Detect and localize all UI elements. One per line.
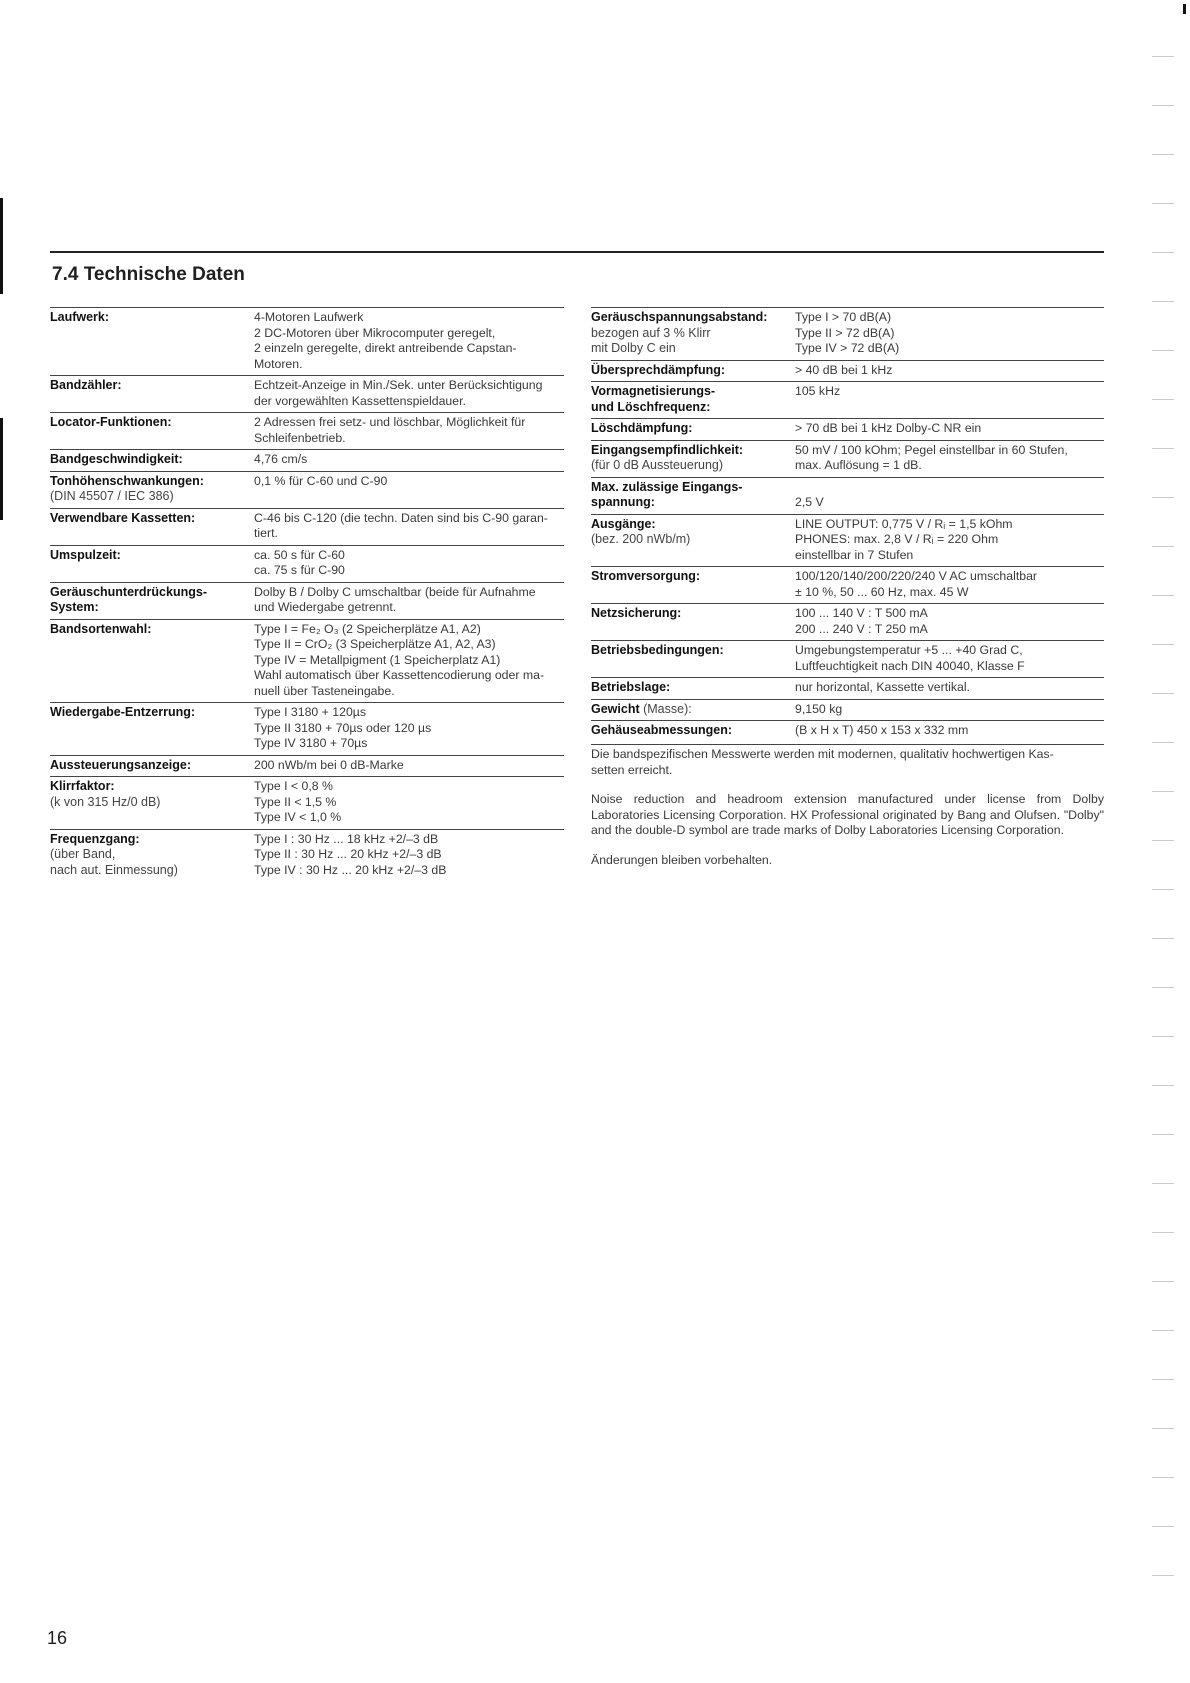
spec-label: Stromversorgung:	[591, 569, 701, 583]
spec-sublabel: (DIN 45507 / IEC 386)	[50, 489, 174, 503]
spec-label: Geräuschunterdrückungs- System:	[50, 584, 207, 614]
spec-value: Type I : 30 Hz ... 18 kHz +2/–3 dB Type II : 30 Hz ... 20 kHz +2/–3 dB Type IV : 30 Hz ... 20 kHz +2/–3 dB	[254, 831, 447, 877]
spec-label: Klirrfaktor:	[50, 779, 115, 793]
spec-label-cell	[591, 384, 795, 415]
spec-label-cell	[591, 310, 795, 357]
spec-value: 2,5 V	[795, 495, 824, 509]
spec-row	[591, 720, 1104, 742]
note-paragraph: Noise reduction and headroom extension manufactured under license from Dolby Laboratories Licensing Corporation. HX Professional originated by Bang and Olufsen. "Dolby" and the double-D symbol are trade marks of Dolby Laboratories Licensing Corporation.	[591, 792, 1104, 838]
spec-row	[591, 440, 1104, 477]
spec-value: Echtzeit-Anzeige in Min./Sek. unter Berücksichtigung der vorgewählten Kassettenspieldauer.	[254, 378, 543, 408]
spec-label: Vormagnetisierungs- und Löschfrequenz:	[591, 384, 716, 414]
spec-value: 105 kHz	[795, 384, 841, 398]
spec-label: Locator-Funktionen:	[50, 415, 172, 429]
spec-value: > 70 dB bei 1 kHz Dolby-C NR ein	[795, 421, 982, 435]
scan-mark-top	[0, 198, 3, 294]
spec-sublabel: (für 0 dB Aussteuerung)	[591, 458, 724, 472]
spec-value: Type I 3180 + 120µs Type II 3180 + 70µs oder 120 µs Type IV 3180 + 70µs	[254, 705, 432, 750]
spec-value: Type I < 0,8 % Type II < 1,5 % Type IV < 1,0 %	[254, 779, 342, 824]
spec-value: Dolby B / Dolby C umschaltbar (beide für Aufnahme und Wiedergabe getrennt.	[254, 584, 536, 614]
spec-label-cell	[50, 832, 254, 879]
spec-value: Type I > 70 dB(A) Type II > 72 dB(A) Type IV > 72 dB(A)	[795, 310, 900, 355]
spec-sublabel: bezogen auf 3 % Klirr mit Dolby C ein	[591, 325, 711, 355]
spec-row	[591, 477, 1104, 514]
spec-label-cell	[50, 622, 254, 700]
spec-label: Gehäuseabmessungen:	[591, 723, 733, 737]
spec-label-cell	[591, 443, 795, 474]
spec-row	[591, 566, 1104, 603]
spec-value: 100/120/140/200/220/240 V AC umschaltbar ± 10 %, 50 ... 60 Hz, max. 45 W	[795, 569, 1038, 599]
spec-label-cell	[50, 548, 254, 579]
spec-label: Netzsicherung:	[591, 606, 682, 620]
spec-label-cell	[591, 569, 795, 600]
spec-value: LINE OUTPUT: 0,775 V / Rᵢ = 1,5 kOhm PHONES: max. 2,8 V / Rᵢ = 220 Ohm einstellbar in 7 Stufen	[795, 516, 1013, 562]
spec-row	[50, 829, 564, 882]
spec-value: Type I = Fe₂ O₃ (2 Speicherplätze A1, A2) Type II = CrO₂ (3 Speicherplätze A1, A2, A3) Type IV = Metallpigment (1 Speicherplatz A1) Wahl automatisch über Kassettencodierung oder ma- nuell über Tasteneingabe.	[254, 621, 545, 698]
spec-row	[50, 619, 564, 703]
spec-label-cell	[50, 779, 254, 826]
notes	[591, 744, 1104, 883]
spec-label: Frequenzgang:	[50, 831, 140, 846]
spec-row	[50, 307, 564, 375]
spec-row	[591, 640, 1104, 677]
spec-value: 9,150 kg	[795, 701, 843, 716]
spec-row	[591, 699, 1104, 721]
scan-mark-bottom	[0, 418, 3, 520]
spec-label-cell	[591, 363, 795, 379]
spec-label: Verwendbare Kassetten:	[50, 510, 196, 525]
spec-label: Gewicht	[591, 701, 640, 716]
spec-label-cell	[50, 310, 254, 372]
spec-label: Wiedergabe-Entzerrung:	[50, 705, 196, 719]
right-spec-column	[591, 307, 1104, 742]
spec-label-cell	[591, 480, 795, 511]
spec-value: 200 nWb/m bei 0 dB-Marke	[254, 757, 404, 772]
spec-label: Betriebsbedingungen:	[591, 643, 724, 657]
spec-row	[50, 776, 564, 829]
spec-label: Betriebslage:	[591, 680, 671, 694]
spec-label-cell	[591, 643, 795, 674]
spec-value: Umgebungstemperatur +5 ... +40 Grad C, Luftfeuchtigkeit nach DIN 40040, Klasse F	[795, 643, 1025, 673]
spec-label-cell	[50, 511, 254, 542]
spec-row	[591, 603, 1104, 640]
spec-row	[50, 375, 564, 412]
scan-mark-corner	[1183, 4, 1186, 14]
spec-row	[591, 418, 1104, 440]
spec-label: Löschdämpfung:	[591, 421, 693, 435]
spec-label-cell	[50, 474, 254, 505]
spec-label: Bandzähler:	[50, 378, 122, 392]
spec-row	[50, 471, 564, 508]
spec-label-cell	[591, 606, 795, 637]
spec-label: Aussteuerungsanzeige:	[50, 757, 192, 772]
spec-value: nur horizontal, Kassette vertikal.	[795, 680, 970, 694]
spec-row	[50, 449, 564, 471]
spec-row	[591, 514, 1104, 567]
spec-label-cell	[50, 378, 254, 409]
spec-label-cell	[591, 517, 795, 564]
spec-value: > 40 dB bei 1 kHz	[795, 362, 893, 377]
spec-label: Geräuschspannungsabstand:	[591, 310, 768, 324]
spec-label: Bandgeschwindigkeit:	[50, 452, 183, 466]
spec-label-cell	[50, 705, 254, 752]
left-spec-column	[50, 307, 564, 881]
spec-label: Umspulzeit:	[50, 547, 121, 562]
spec-label-cell	[50, 758, 254, 774]
spec-row	[591, 360, 1104, 382]
spec-value: 100 ... 140 V : T 500 mA 200 ... 240 V : T 250 mA	[795, 606, 928, 636]
spec-value: 2 Adressen frei setz- und löschbar, Möglichkeit für Schleifenbetrieb.	[254, 415, 526, 445]
spec-label-cell	[50, 585, 254, 616]
top-rule	[50, 251, 1104, 253]
spec-value: 4-Motoren Laufwerk 2 DC-Motoren über Mikrocomputer geregelt, 2 einzeln geregelte, direkt antreibende Capstan- Motoren.	[254, 310, 517, 371]
spec-row	[50, 508, 564, 545]
spec-label: Übersprechdämpfung:	[591, 362, 726, 377]
spec-row	[591, 381, 1104, 418]
spec-row	[50, 412, 564, 449]
page-number: 16	[47, 1628, 68, 1648]
spec-label: Bandsortenwahl:	[50, 621, 152, 636]
spec-sublabel: (k von 315 Hz/0 dB)	[50, 794, 161, 809]
spec-value: 50 mV / 100 kOhm; Pegel einstellbar in 60 Stufen, max. Auflösung = 1 dB.	[795, 442, 1068, 472]
note-paragraph: Änderungen bleiben vorbehalten.	[591, 852, 773, 867]
spec-label-cell	[591, 702, 795, 718]
spec-row	[50, 755, 564, 777]
spec-label: Ausgänge:	[591, 516, 656, 531]
spec-row	[591, 307, 1104, 360]
spec-label: Tonhöhenschwankungen:	[50, 473, 204, 488]
spec-label: Eingangsempfindlichkeit:	[591, 442, 744, 457]
note-paragraph: Die bandspezifischen Messwerte werden mit modernen, qualitativ hochwertigen Kas- setten erreicht.	[591, 747, 1054, 777]
spec-label: Max. zulässige Eingangs- spannung:	[591, 479, 743, 509]
spec-row	[591, 677, 1104, 699]
spec-sublabel: (über Band, nach aut. Einmessung)	[50, 847, 178, 877]
spec-value: C-46 bis C-120 (die techn. Daten sind bis C-90 garan- tiert.	[254, 510, 548, 540]
section-title: 7.4 Technische Daten	[52, 264, 245, 285]
spec-label-cell	[50, 452, 254, 468]
spec-value: 0,1 % für C-60 und C-90	[254, 473, 388, 488]
spec-value: ca. 50 s für C-60 ca. 75 s für C-90	[254, 547, 345, 577]
spec-sublabel: (bez. 200 nWb/m)	[591, 532, 691, 546]
spec-row	[50, 582, 564, 619]
spec-row	[50, 702, 564, 755]
spec-label-cell	[591, 421, 795, 437]
spec-label-cell	[591, 680, 795, 696]
spec-value: (B x H x T) 450 x 153 x 332 mm	[795, 723, 969, 737]
spec-label-cell	[50, 415, 254, 446]
spec-value: 4,76 cm/s	[254, 452, 308, 466]
spec-row	[50, 545, 564, 582]
spec-label: Laufwerk:	[50, 310, 110, 324]
spec-label-cell	[591, 723, 795, 739]
margin-ticks	[1152, 56, 1176, 1624]
spec-sublabel: (Masse):	[639, 701, 692, 716]
